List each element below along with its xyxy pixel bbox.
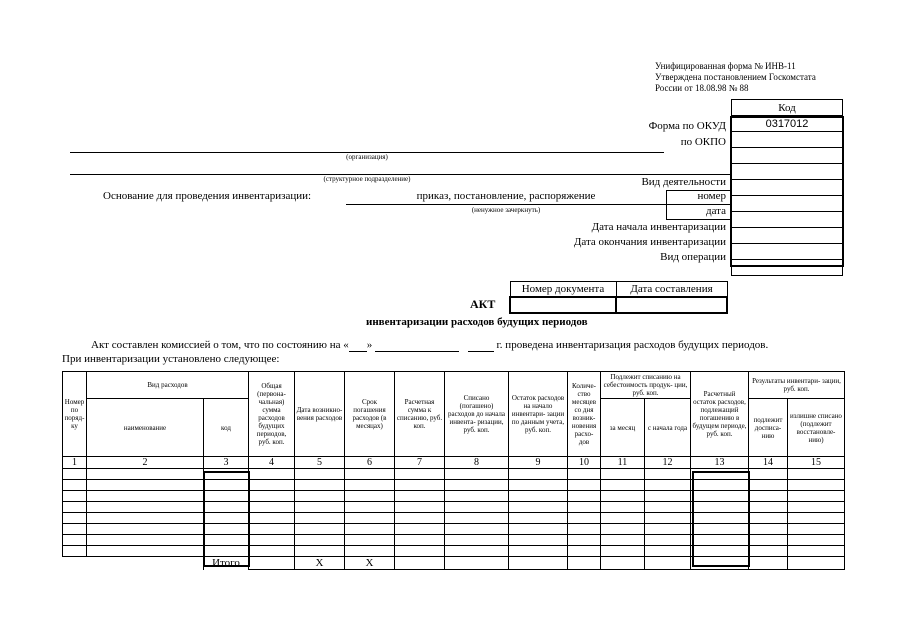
year-field[interactable] bbox=[468, 339, 494, 352]
table-cell[interactable] bbox=[204, 480, 249, 491]
table-row bbox=[63, 469, 845, 480]
table-cell[interactable] bbox=[395, 480, 445, 491]
table-row bbox=[63, 524, 845, 535]
table-cell[interactable] bbox=[345, 491, 395, 502]
table-cell[interactable] bbox=[249, 502, 295, 513]
table-cell[interactable] bbox=[204, 535, 249, 546]
col-number: 3 bbox=[204, 457, 249, 469]
operation-value[interactable] bbox=[732, 260, 843, 276]
table-cell[interactable] bbox=[691, 535, 749, 546]
col-header-12: с начала года bbox=[645, 399, 691, 457]
table-cell[interactable] bbox=[601, 535, 645, 546]
approved-label: Утверждена постановлением Госкомстата bbox=[655, 72, 816, 82]
col-header-7: Расчетная сумма к списанию, руб. коп. bbox=[395, 372, 445, 457]
table-cell[interactable] bbox=[395, 524, 445, 535]
table-cell[interactable] bbox=[601, 491, 645, 502]
table-cell[interactable] bbox=[204, 513, 249, 524]
col-number: 5 bbox=[295, 457, 345, 469]
total-cell-12[interactable] bbox=[645, 557, 691, 570]
table-cell[interactable] bbox=[509, 546, 568, 557]
table-cell[interactable] bbox=[788, 513, 845, 524]
table-cell[interactable] bbox=[645, 546, 691, 557]
table-cell[interactable] bbox=[788, 502, 845, 513]
col-number: 4 bbox=[249, 457, 295, 469]
table-cell[interactable] bbox=[691, 513, 749, 524]
table-cell[interactable] bbox=[645, 502, 691, 513]
col-number: 1 bbox=[63, 457, 87, 469]
table-cell[interactable] bbox=[204, 546, 249, 557]
table-cell[interactable] bbox=[249, 535, 295, 546]
unified-form-label: Унифицированная форма № ИНВ-11 bbox=[655, 61, 796, 71]
table-cell[interactable] bbox=[63, 469, 87, 480]
table-cell[interactable] bbox=[601, 480, 645, 491]
basis-label: Основание для проведения инвентаризации: bbox=[103, 190, 312, 202]
table-cell[interactable] bbox=[87, 491, 204, 502]
statement-start: Акт составлен комиссией о том, что по состоянию на « bbox=[91, 339, 349, 351]
table-cell[interactable] bbox=[295, 469, 345, 480]
table-cell[interactable] bbox=[63, 491, 87, 502]
col-header-8: Списано (погашено) расходов до начала инвента- ризации, руб. коп. bbox=[445, 372, 509, 457]
table-cell[interactable] bbox=[345, 480, 395, 491]
table-cell[interactable] bbox=[445, 535, 509, 546]
table-cell[interactable] bbox=[395, 502, 445, 513]
table-cell[interactable] bbox=[249, 546, 295, 557]
end-date-label: Дата окончания инвентаризации bbox=[573, 236, 726, 248]
table-cell[interactable] bbox=[645, 524, 691, 535]
table-cell[interactable] bbox=[345, 469, 395, 480]
total-cell-7[interactable] bbox=[395, 557, 445, 570]
col-number: 8 bbox=[445, 457, 509, 469]
table-cell[interactable] bbox=[645, 469, 691, 480]
table-cell[interactable] bbox=[63, 480, 87, 491]
table-cell[interactable] bbox=[249, 524, 295, 535]
codes-table bbox=[731, 99, 843, 276]
total-cell-10[interactable] bbox=[568, 557, 601, 570]
table-cell[interactable] bbox=[749, 513, 788, 524]
col-header-6: Срок погашения расходов (в месяцах) bbox=[345, 372, 395, 457]
codes-header: Код bbox=[732, 100, 843, 116]
table-cell[interactable] bbox=[395, 513, 445, 524]
table-cell[interactable] bbox=[445, 469, 509, 480]
basis-caption: (ненужное зачеркнуть) bbox=[471, 206, 541, 214]
total-cell-9[interactable] bbox=[509, 557, 568, 570]
total-spacer bbox=[63, 557, 204, 570]
number-value[interactable] bbox=[732, 196, 843, 212]
col-number: 10 bbox=[568, 457, 601, 469]
table-cell[interactable] bbox=[445, 524, 509, 535]
col-number: 9 bbox=[509, 457, 568, 469]
start-date-value[interactable] bbox=[732, 228, 843, 244]
table-cell[interactable] bbox=[249, 480, 295, 491]
col-number: 6 bbox=[345, 457, 395, 469]
total-cell-13[interactable] bbox=[691, 557, 749, 570]
total-cell-11[interactable] bbox=[601, 557, 645, 570]
table-cell[interactable] bbox=[601, 546, 645, 557]
table-cell[interactable] bbox=[345, 502, 395, 513]
col-header-4: Общая (первона- чальная) сумма расходов будущих периодов, руб. коп. bbox=[249, 372, 295, 457]
col-header-13: Расчетный остаток расходов, подлежащий погашению в будущем периоде, руб. коп. bbox=[691, 372, 749, 457]
table-cell[interactable] bbox=[445, 491, 509, 502]
table-cell[interactable] bbox=[568, 546, 601, 557]
form-header bbox=[655, 61, 816, 94]
table-cell[interactable] bbox=[445, 502, 509, 513]
operation-label: Вид операции bbox=[660, 251, 726, 263]
date-label: дата bbox=[705, 205, 726, 217]
month-field[interactable] bbox=[375, 339, 459, 352]
table-cell[interactable] bbox=[691, 502, 749, 513]
total-cell-15[interactable] bbox=[788, 557, 845, 570]
table-cell[interactable] bbox=[645, 535, 691, 546]
col-header-result: Результаты инвентари- зации, руб. коп. bbox=[749, 372, 845, 399]
table-body bbox=[63, 469, 845, 557]
table-cell[interactable] bbox=[568, 502, 601, 513]
table-cell[interactable] bbox=[568, 480, 601, 491]
basis-line bbox=[346, 204, 666, 205]
table-cell[interactable] bbox=[509, 469, 568, 480]
table-cell[interactable] bbox=[509, 502, 568, 513]
table-cell[interactable] bbox=[345, 513, 395, 524]
table-cell[interactable] bbox=[645, 513, 691, 524]
table-cell[interactable] bbox=[87, 513, 204, 524]
table-cell[interactable] bbox=[788, 524, 845, 535]
statement-year: г. проведена инвентаризация расходов будущих периодов. bbox=[496, 339, 769, 351]
total-cell-4[interactable] bbox=[249, 557, 295, 570]
table-cell[interactable] bbox=[691, 469, 749, 480]
docnum-number-header: Номер документа bbox=[510, 282, 616, 298]
table-cell[interactable] bbox=[295, 524, 345, 535]
table-cell[interactable] bbox=[749, 502, 788, 513]
table-row bbox=[63, 491, 845, 502]
statement-line2: При инвентаризации установлено следующее: bbox=[62, 353, 280, 365]
col-header-11: за месяц bbox=[601, 399, 645, 457]
col-header-14: подлежит досписа- нию bbox=[749, 399, 788, 457]
table-cell[interactable] bbox=[509, 513, 568, 524]
col-number: 2 bbox=[87, 457, 204, 469]
table-cell[interactable] bbox=[749, 535, 788, 546]
okpo-label: по ОКПО bbox=[680, 136, 726, 148]
table-cell[interactable] bbox=[645, 480, 691, 491]
table-cell[interactable] bbox=[295, 535, 345, 546]
act-title: АКТ bbox=[470, 297, 496, 311]
table-cell[interactable] bbox=[568, 491, 601, 502]
table-cell[interactable] bbox=[249, 469, 295, 480]
table-cell[interactable] bbox=[568, 535, 601, 546]
table-cell[interactable] bbox=[445, 546, 509, 557]
table-cell[interactable] bbox=[249, 513, 295, 524]
table-cell[interactable] bbox=[249, 491, 295, 502]
col-number: 12 bbox=[645, 457, 691, 469]
table-cell[interactable] bbox=[295, 546, 345, 557]
activity-value[interactable] bbox=[732, 180, 843, 196]
table-cell[interactable] bbox=[63, 546, 87, 557]
total-cell-14[interactable] bbox=[749, 557, 788, 570]
col-header-2: наименование bbox=[87, 399, 204, 457]
day-field[interactable] bbox=[349, 339, 367, 352]
col-number: 15 bbox=[788, 457, 845, 469]
table-cell[interactable] bbox=[601, 502, 645, 513]
table-cell[interactable] bbox=[87, 502, 204, 513]
table-cell[interactable] bbox=[509, 491, 568, 502]
table-cell[interactable] bbox=[749, 546, 788, 557]
col-header-write: Подлежит списанию на себестоимость продук- ции, руб. коп. bbox=[601, 372, 691, 399]
table-cell[interactable] bbox=[204, 524, 249, 535]
act-subtitle: инвентаризации расходов будущих периодов bbox=[366, 316, 588, 328]
table-cell[interactable] bbox=[345, 546, 395, 557]
table-cell[interactable] bbox=[63, 535, 87, 546]
approved-date-label: России от 18.08.98 № 88 bbox=[655, 83, 749, 93]
col-header-10: Количе- ство месяцев со дня возник- новения расхо- дов bbox=[568, 372, 601, 457]
table-cell[interactable] bbox=[788, 469, 845, 480]
statement-line1 bbox=[91, 339, 768, 352]
col-header-3: код bbox=[204, 399, 249, 457]
table-cell[interactable] bbox=[445, 513, 509, 524]
table-cell[interactable] bbox=[295, 491, 345, 502]
date-value[interactable] bbox=[732, 212, 843, 228]
table-cell[interactable] bbox=[601, 469, 645, 480]
col-header-5: Дата возникно- вения расходов bbox=[295, 372, 345, 457]
total-cell-5: Х bbox=[295, 557, 345, 570]
col-header-kind: Вид расходов bbox=[87, 372, 249, 399]
col-header-1: Номер по поряд- ку bbox=[63, 372, 87, 457]
table-cell[interactable] bbox=[691, 491, 749, 502]
table-cell[interactable] bbox=[204, 502, 249, 513]
table-cell[interactable] bbox=[691, 546, 749, 557]
table-cell[interactable] bbox=[749, 491, 788, 502]
table-cell[interactable] bbox=[87, 469, 204, 480]
table-cell[interactable] bbox=[601, 524, 645, 535]
table-cell[interactable] bbox=[788, 491, 845, 502]
docnum-date-value[interactable] bbox=[616, 297, 727, 313]
division-value[interactable] bbox=[732, 164, 843, 180]
activity-label: Вид деятельности bbox=[641, 176, 726, 188]
table-cell[interactable] bbox=[345, 524, 395, 535]
division-caption: (структурное подразделение) bbox=[323, 175, 411, 183]
table-cell[interactable] bbox=[691, 480, 749, 491]
table-cell[interactable] bbox=[749, 524, 788, 535]
docnum-table bbox=[509, 281, 728, 314]
table-cell[interactable] bbox=[87, 546, 204, 557]
table-cell[interactable] bbox=[395, 491, 445, 502]
total-label: Итого bbox=[204, 557, 249, 570]
table-cell[interactable] bbox=[691, 524, 749, 535]
table-row bbox=[63, 480, 845, 491]
table-row bbox=[63, 502, 845, 513]
organization-caption: (организация) bbox=[346, 153, 388, 161]
table-cell[interactable] bbox=[601, 513, 645, 524]
inventory-table bbox=[62, 371, 845, 570]
table-cell[interactable] bbox=[749, 469, 788, 480]
okud-value[interactable]: 0317012 bbox=[732, 116, 843, 132]
total-cell-6: Х bbox=[345, 557, 395, 570]
table-cell[interactable] bbox=[87, 480, 204, 491]
table-cell[interactable] bbox=[509, 480, 568, 491]
col-number: 14 bbox=[749, 457, 788, 469]
basis-options[interactable]: приказ, постановление, распоряжение bbox=[416, 190, 596, 202]
table-cell[interactable] bbox=[749, 480, 788, 491]
table-cell[interactable] bbox=[568, 513, 601, 524]
table-row bbox=[63, 535, 845, 546]
table-cell[interactable] bbox=[568, 469, 601, 480]
table-cell[interactable] bbox=[509, 524, 568, 535]
okud-label: Форма по ОКУД bbox=[648, 120, 726, 132]
table-cell[interactable] bbox=[395, 546, 445, 557]
table-cell[interactable] bbox=[345, 535, 395, 546]
table-cell[interactable] bbox=[788, 535, 845, 546]
docnum-number-value[interactable] bbox=[510, 297, 616, 313]
table-cell[interactable] bbox=[204, 469, 249, 480]
col-header-9: Остаток расходов на начало инвентари- зации по данным учета, руб. коп. bbox=[509, 372, 568, 457]
table-cell[interactable] bbox=[63, 502, 87, 513]
table-cell[interactable] bbox=[645, 491, 691, 502]
table-cell[interactable] bbox=[87, 535, 204, 546]
table-cell[interactable] bbox=[788, 546, 845, 557]
docnum-date-header: Дата составления bbox=[616, 282, 727, 298]
table-cell[interactable] bbox=[568, 524, 601, 535]
table-cell[interactable] bbox=[395, 535, 445, 546]
table-cell[interactable] bbox=[509, 535, 568, 546]
col-number: 11 bbox=[601, 457, 645, 469]
table-cell[interactable] bbox=[295, 513, 345, 524]
col-header-15: излишне списано (подлежит восстановле- нию) bbox=[788, 399, 845, 457]
table-cell[interactable] bbox=[788, 480, 845, 491]
table-cell[interactable] bbox=[395, 469, 445, 480]
table-cell[interactable] bbox=[295, 480, 345, 491]
table-row bbox=[63, 513, 845, 524]
org-extra-value[interactable] bbox=[732, 148, 843, 164]
start-date-label: Дата начала инвентаризации bbox=[591, 221, 726, 233]
table-row bbox=[63, 546, 845, 557]
table-cell[interactable] bbox=[204, 491, 249, 502]
col-number: 13 bbox=[691, 457, 749, 469]
table-cell[interactable] bbox=[63, 513, 87, 524]
table-cell[interactable] bbox=[445, 480, 509, 491]
total-cell-8[interactable] bbox=[445, 557, 509, 570]
number-label: номер bbox=[697, 190, 726, 202]
end-date-value[interactable] bbox=[732, 244, 843, 260]
table-cell[interactable] bbox=[295, 502, 345, 513]
col-number: 7 bbox=[395, 457, 445, 469]
table-cell[interactable] bbox=[87, 524, 204, 535]
okpo-value[interactable] bbox=[732, 132, 843, 148]
table-cell[interactable] bbox=[63, 524, 87, 535]
statement-quote: » bbox=[366, 339, 373, 351]
